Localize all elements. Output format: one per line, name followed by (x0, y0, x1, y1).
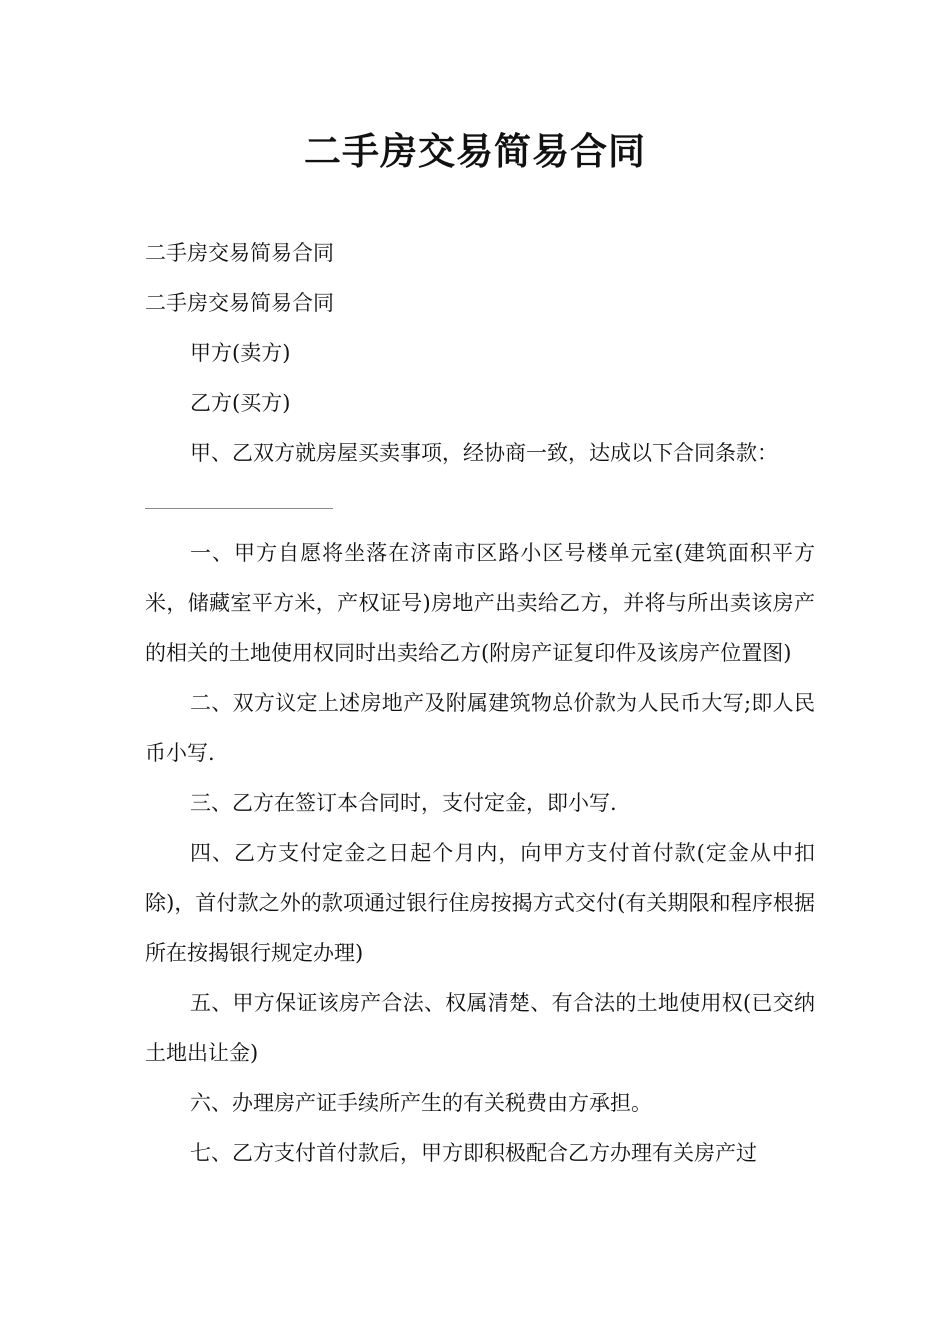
clause-3: 三、乙方在签订本合同时，支付定金，即小写. (190, 791, 617, 815)
intro-paragraph: 甲、乙双方就房屋买卖事项，经协商一致，达成以下合同条款： (190, 441, 778, 465)
blank-fill-line (145, 478, 815, 528)
clause-1: 一、甲方自愿将坐落在济南市区路小区号楼单元室(建筑面积平方米，储藏室平方米，产权证号)房地产出卖给乙方，并将与所出卖该房产的相关的土地使用权同时出卖给乙方(附房产证复印件及该房产位置图) (145, 541, 815, 665)
heading-line-1: 二手房交易简易合同 (145, 241, 334, 265)
party-seller: 甲方(卖方) (190, 341, 291, 365)
clause-6: 六、办理房产证手续所产生的有关税费由方承担。 (190, 1091, 652, 1115)
document-title: 二手房交易简易合同 (304, 130, 646, 173)
clause-5: 五、甲方保证该房产合法、权属清楚、有合法的土地使用权(已交纳土地出让金) (145, 991, 815, 1065)
party-buyer: 乙方(买方) (190, 391, 291, 415)
clause-4: 四、乙方支付定金之日起个月内，向甲方支付首付款(定金从中扣除)，首付款之外的款项通过银行住房按揭方式交付(有关期限和程序根据所在按揭银行规定办理) (145, 841, 815, 965)
clause-7: 七、乙方支付首付款后，甲方即积极配合乙方办理有关房产过 (190, 1141, 757, 1165)
underline-rule (145, 508, 333, 509)
clause-2: 二、双方议定上述房地产及附属建筑物总价款为人民币大写;即人民币小写. (145, 691, 815, 765)
heading-line-2: 二手房交易简易合同 (145, 291, 334, 315)
document-body (145, 228, 815, 1178)
